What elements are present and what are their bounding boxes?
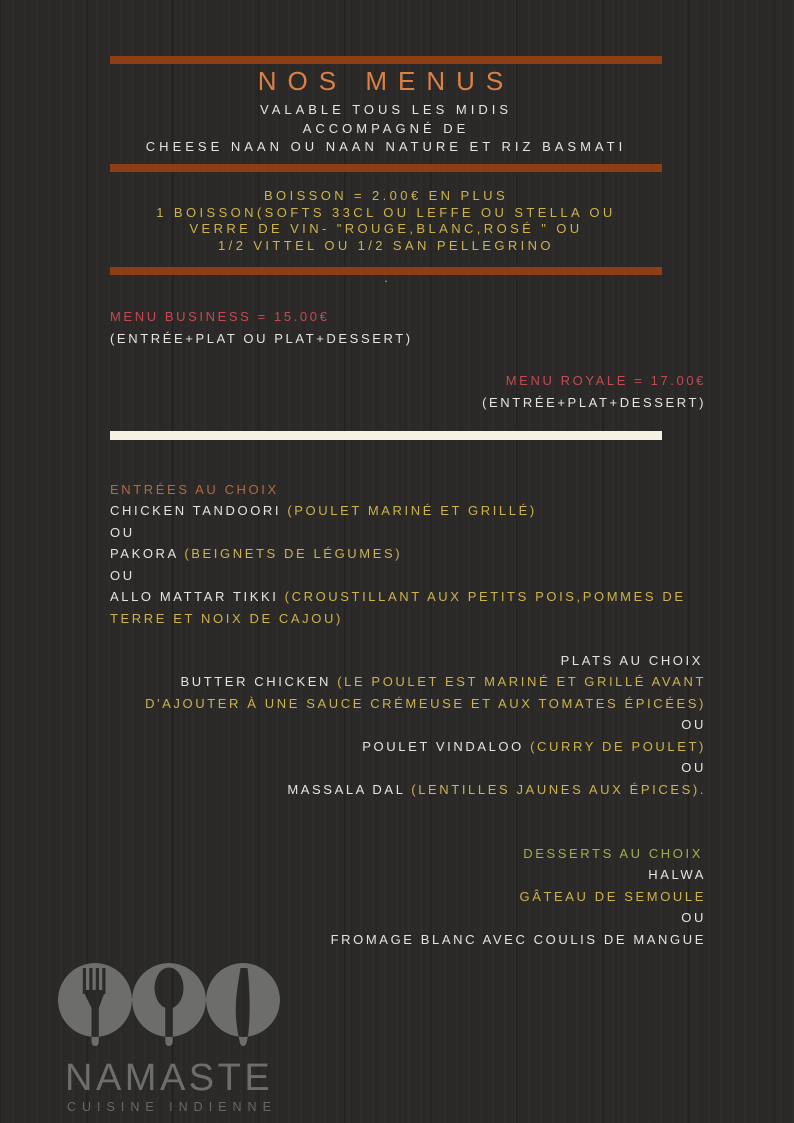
entree-name: ALLO MATTAR TIKKI xyxy=(110,589,285,604)
plat-name: POULET VINDALOO xyxy=(362,738,531,754)
menu-royale-title: MENU ROYALE = 17.00€ xyxy=(505,373,706,388)
plat-item xyxy=(110,671,706,714)
spoon-icon xyxy=(132,963,206,1046)
plat-separator: OU xyxy=(681,717,706,732)
plats-heading: PLATS AU CHOIX xyxy=(560,653,703,668)
stray-dot: . xyxy=(384,270,388,285)
cream-divider-bar xyxy=(110,431,662,440)
entree-separator: OU xyxy=(110,567,135,583)
plat-item xyxy=(110,736,706,758)
plat-separator: OU xyxy=(681,760,706,775)
entree-name: CHICKEN TANDOORI xyxy=(110,503,288,518)
header-divider-bar xyxy=(110,164,662,172)
entree-name: PAKORA xyxy=(110,546,185,561)
logo-tagline: CUISINE INDIENNE xyxy=(67,1100,277,1114)
header-subtitle-sides: CHEESE NAAN OU NAAN NATURE ET RIZ BASMATI xyxy=(145,139,627,154)
fork-icon xyxy=(58,963,132,1046)
menu-business-block xyxy=(110,306,703,349)
entree-separator: OU xyxy=(110,524,135,540)
menu-royale-detail: (ENTRÉE+PLAT+DESSERT) xyxy=(482,394,706,410)
drinks-options-line3: 1/2 VITTEL OU 1/2 SAN PELLEGRINO xyxy=(218,237,554,253)
dessert-item: GÂTEAU DE SEMOULE xyxy=(519,888,706,904)
entree-item xyxy=(110,543,703,565)
plat-desc: (CURRY DE POULET) xyxy=(530,738,706,754)
top-divider-bar xyxy=(110,56,662,64)
plat-name: MASSALA DAL xyxy=(287,781,412,797)
desserts-heading: DESSERTS AU CHOIX xyxy=(523,846,703,861)
dessert-item: HALWA xyxy=(648,867,706,882)
header-subtitle-validity: VALABLE TOUS LES MIDIS xyxy=(259,102,512,117)
entree-desc: (CROUSTILLANT AUX PETITS POIS,POMMES DE TERRE ET NOIX DE CAJOU) xyxy=(110,589,686,626)
knife-icon xyxy=(206,963,280,1046)
entree-item xyxy=(110,586,703,629)
page-title: NOS MENUS xyxy=(257,66,515,96)
dessert-item: FROMAGE BLANC AVEC COULIS DE MANGUE xyxy=(330,931,706,947)
entrees-heading: ENTRÉES AU CHOIX xyxy=(110,482,279,497)
header-subtitles xyxy=(110,101,662,157)
dessert-separator: OU xyxy=(681,910,706,925)
plats-list xyxy=(110,671,706,800)
desserts-list xyxy=(110,864,706,950)
plat-desc: (LENTILLES JAUNES AUX ÉPICES). xyxy=(411,781,706,797)
header-subtitle-accompagne: ACCOMPAGNÉ DE xyxy=(302,120,470,136)
drinks-options-line1: 1 BOISSON(SOFTS 33CL OU LEFFE OU STELLA OU xyxy=(156,204,616,220)
menu-royale-block xyxy=(110,370,706,413)
entrees-list xyxy=(110,500,703,629)
plat-desc: (LE POULET EST MARINÉ ET GRILLÉ AVANT D'AJOUTER À UNE SAUCE CRÉMEUSE ET AUX TOMATES ÉPICÉES) xyxy=(145,674,706,711)
drinks-options-line2: VERRE DE VIN- "ROUGE,BLANC,ROSÉ " OU xyxy=(189,221,583,236)
entree-desc: (POULET MARINÉ ET GRILLÉ) xyxy=(287,503,537,518)
menu-business-title: MENU BUSINESS = 15.00€ xyxy=(110,309,330,324)
menu-business-detail: (ENTRÉE+PLAT OU PLAT+DESSERT) xyxy=(110,330,413,346)
logo-name: NAMASTE xyxy=(65,1057,274,1099)
entree-desc: (BEIGNETS DE LÉGUMES) xyxy=(184,546,403,561)
cutlery-logo-icon xyxy=(57,962,283,1054)
drinks-section xyxy=(110,188,662,254)
restaurant-logo xyxy=(57,962,297,1114)
plat-name: BUTTER CHICKEN xyxy=(180,674,338,689)
entree-item xyxy=(110,500,703,522)
drinks-price-line: BOISSON = 2.00€ EN PLUS xyxy=(263,188,509,203)
plat-item xyxy=(110,779,706,801)
